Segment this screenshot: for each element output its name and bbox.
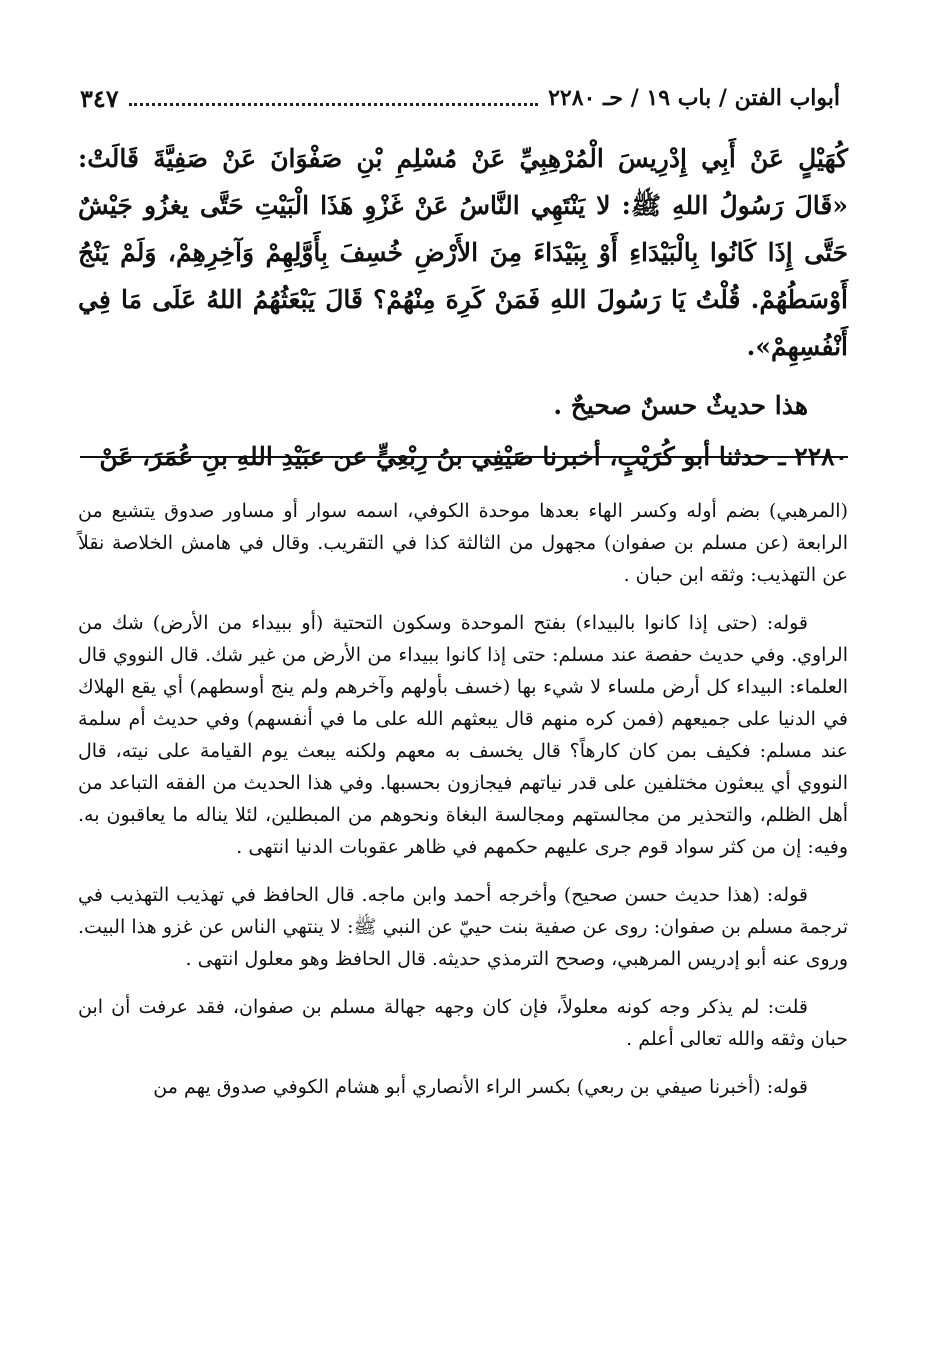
commentary-paragraph: قلت: لم يذكر وجه كونه معلولاً، فإن كان وجهه جهالة مسلم بن صفوان، فقد عرفت أن ابن حبان وثقه والله تعالى أعلم . <box>78 996 848 1050</box>
chapter-title: أبواب الفتن / باب ١٩ / حـ ٢٢٨٠ <box>548 85 840 111</box>
commentary-paragraph: قوله: (حتى إذا كانوا بالبيداء) بفتح الموحدة وسكون التحتية (أو ببيداء من الأرض) شك من الراوي. وفي حديث حفصة عند مسلم: حتى إذا كانوا ببيداء من الأرض من غير شك. قال النووي قال العلماء: البيداء كل أرض ملساء لا شيء بها (خسف بأولهم وآخرهم ولم ينج أوسطهم) أي يقع الهلاك في الدنيا على جميعهم (فمن كره منهم قال يبعثهم الله على ما في أنفسهم) وفي حديث أم سلمة عند مسلم: فكيف بمن كان كارهاً؟ قال يخسف به معهم ولكنه يبعث يوم القيامة على نيته، قال النووي أي يبعثون مختلفين على قدر نياتهم فيجازون بحسبها. وفي هذا الحديث من الفقه التباعد من أهل الظلم، والتحذير من مجالستهم ومجالسة البغاة ونحوهم من المبطلين، لئلا يناله ما يعاقبون به. وفيه: إن من كثر سواد قوم جرى عليهم حكمهم في ظاهر عقوبات الدنيا انتهى . <box>78 612 849 858</box>
hadith-body: كُهَيْلٍ عَنْ أَبِي إِدْرِيسَ الْمُرْهِبِيِّ عَنْ مُسْلِمِ بْنِ صَفْوَانَ عَنْ صَفِيَّةَ قَالَتْ: «قَالَ رَسُولُ اللهِ ﷺ: لا يَنْتَهِي النَّاسُ عَنْ غَزْوِ هَذَا الْبَيْتِ حَتَّى يغزُو جَيْشٌ حَتَّى إِذَا كَانُوا بِالْبَيْدَاءِ أَوْ بِبَيْدَاءَ مِنَ الأَرْضِ خُسِفَ بِأَوَّلِهِمْ وَآخِرِهِمْ، وَلَمْ يَنْجُ أَوْسَطُهُمْ. قُلْتُ يَا رَسُولَ اللهِ فَمَنْ كَرِهَ مِنْهُمْ؟ قَالَ يَبْعَثُهُمُ اللهُ عَلَى مَا فِي أَنْفُسِهِمْ». <box>78 144 848 361</box>
commentary-paragraph: قوله: (أخبرنا صيفي بن ربعي) بكسر الراء الأنصاري أبو هشام الكوفي صدوق يهم من <box>153 1076 808 1098</box>
commentary-paragraph: (المرهبي) بضم أوله وكسر الهاء بعدها موحدة الكوفي، اسمه سوار أو مساور صدوق يتشيع من الرابعة (عن مسلم بن صفوان) مجهول من الثالثة كذا في التقريب. وقال في هامش الخلاصة نقلاً عن التهذيب: وثقه ابن حبان . <box>78 500 848 586</box>
commentary-section <box>78 495 848 1103</box>
commentary-paragraph: قوله: (هذا حديث حسن صحيح) وأخرجه أحمد وابن ماجه. قال الحافظ في تهذيب التهذيب في ترجمة مسلم بن صفوان: روى عن صفية بنت حييّ عن النبي ﷺ: لا ينتهي الناس عن غزو هذا البيت. وروى عنه أبو إدريس المرهبي، وصحح الترمذي حديثه. قال الحافظ وهو معلول انتهى . <box>78 884 848 970</box>
page-number: ٣٤٧ <box>80 83 119 113</box>
hadith-verdict: هذا حديثٌ حسنٌ صحيحٌ . <box>553 391 808 420</box>
leader-dots <box>129 103 538 106</box>
running-header <box>80 78 840 118</box>
footnote-separator <box>80 456 848 458</box>
next-hadith-chain: ٢٢٨٠ ـ حدثنا أبو كُرَيْبٍ، أخبرنا صَيْفِي بنُ رِبْعِيٍّ عن عبَيْدِ اللهِ بنِ عُمَرَ، عَنْ <box>99 442 848 471</box>
hadith-main-text <box>78 135 848 480</box>
